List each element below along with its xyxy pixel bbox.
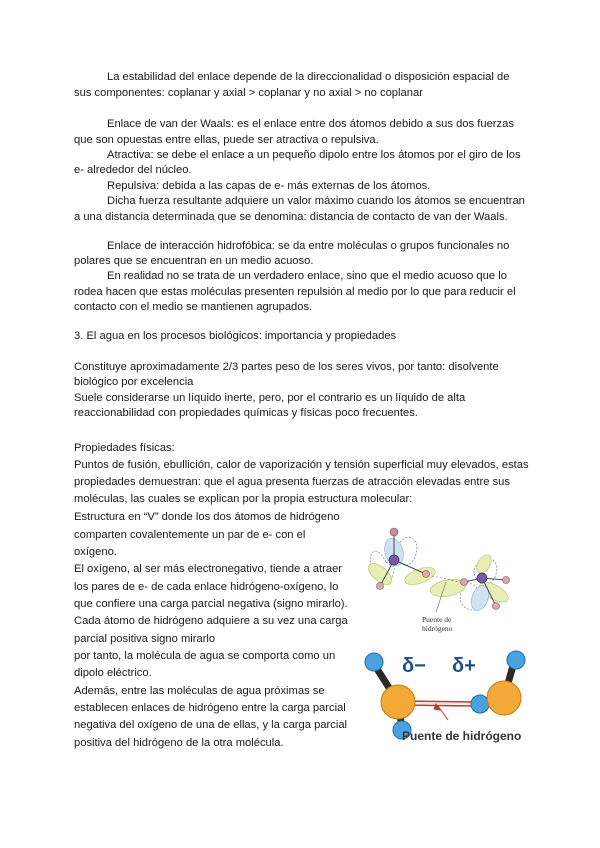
text-line: por tanto, la molécula de agua se comporta como un (74, 650, 336, 662)
text-line: sus componentes: coplanar y axial > coplanar y no axial > no coplanar (74, 87, 423, 99)
text-line: Enlace de interacción hidrofóbica: se da entre moléculas o grupos funcionales no (107, 240, 510, 252)
text-line: propiedades demuestran: que el agua presenta fuerzas de atracción elevadas entre sus (74, 476, 510, 488)
text-line: Atractiva: se debe el enlace a un pequeño dipolo entre los átomos por el giro de los (107, 149, 521, 161)
text-line: dipolo eléctrico. (74, 667, 152, 679)
text-line: La estabilidad del enlace depende de la direccionalidad o disposición espacial de (107, 71, 510, 83)
text-line: Repulsiva: debida a las capas de e- más externas de los átomos. (107, 180, 431, 192)
text-line: los pares de e- de cada enlace hidrógeno-oxígeno, lo (74, 581, 339, 593)
text-line: oxígeno. (74, 546, 117, 558)
text-line: e- alrededor del núcleo. (74, 164, 192, 176)
figure1-caption-line1: Puente de (422, 615, 452, 624)
text-line: Enlace de van der Waals: es el enlace entre dos átomos debido a sus dos fuerzas (107, 118, 514, 130)
text-line: biológico por excelencia (74, 376, 194, 388)
text-line: rodea hacen que estas moléculas presenten repulsión al medio por lo que para reducir el (74, 286, 516, 298)
section-heading: 3. El agua en los procesos biológicos: importancia y propiedades (74, 330, 397, 342)
text-line: Además, entre las moléculas de agua próximas se (74, 685, 325, 697)
text-line: El oxígeno, al ser más electronegativo, tiende a atraer (74, 563, 343, 575)
text-line: Cada átomo de hidrógeno adquiere a su vez una carga (74, 615, 348, 627)
text-line: Suele considerarse un líquido inerte, pero, por el contrario es un líquido de alta (74, 392, 466, 404)
water-orbitals-figure (356, 512, 532, 642)
delta-plus-label: δ+ (452, 655, 476, 677)
text-line: reaccionabilidad con propiedades químicas y físicas poco frecuentes. (74, 407, 418, 419)
hydrogen-bond-figure (354, 642, 540, 754)
text-line: polares que se encuentran en un medio acuoso. (74, 255, 314, 267)
text-line: Puntos de fusión, ebullición, calor de vaporización y tensión superficial muy elevados, estas (74, 459, 529, 471)
text-line: Estructura en “V” donde los dos átomos de hidrógeno (74, 511, 340, 523)
text-line: Constituye aproximadamente 2/3 partes peso de los seres vivos, por tanto: disolvente (74, 361, 499, 373)
text-line: que son opuestas entre ellas, puede ser atractiva o repulsiva. (74, 134, 379, 146)
text-line: negativa del oxígeno de una de ellas, y la carga parcial (74, 719, 348, 731)
subheading: Propiedades físicas: (74, 442, 175, 454)
delta-minus-label: δ− (402, 655, 426, 677)
text-line: positiva del hidrógeno de la otra molécula. (74, 737, 284, 749)
text-line: establecen enlaces de hidrógeno entre la carga parcial (74, 702, 346, 714)
text-line: En realidad no se trata de un verdadero enlace, sino que el medio acuoso que lo (107, 270, 507, 282)
text-line: moléculas, las cuales se explican por la propia estructura molecular: (74, 493, 413, 505)
figure2-caption: Puente de hidrógeno (402, 729, 522, 743)
text-line: parcial positiva signo mirarlo (74, 633, 216, 645)
text-line: que confiere una carga parcial negativa (signo mirarlo). (74, 598, 348, 610)
text-line: Dicha fuerza resultante adquiere un valor máximo cuando los átomos se encuentran (107, 195, 525, 207)
figure1-caption-line2: hidrógeno (422, 624, 453, 633)
text-line: comparten covalentemente un par de e- con el (74, 529, 306, 541)
text-line: contacto con el medio se mantienen agrupados. (74, 301, 313, 313)
text-line: a una distancia determinada que se denomina: distancia de contacto de van der Waals. (74, 211, 508, 223)
